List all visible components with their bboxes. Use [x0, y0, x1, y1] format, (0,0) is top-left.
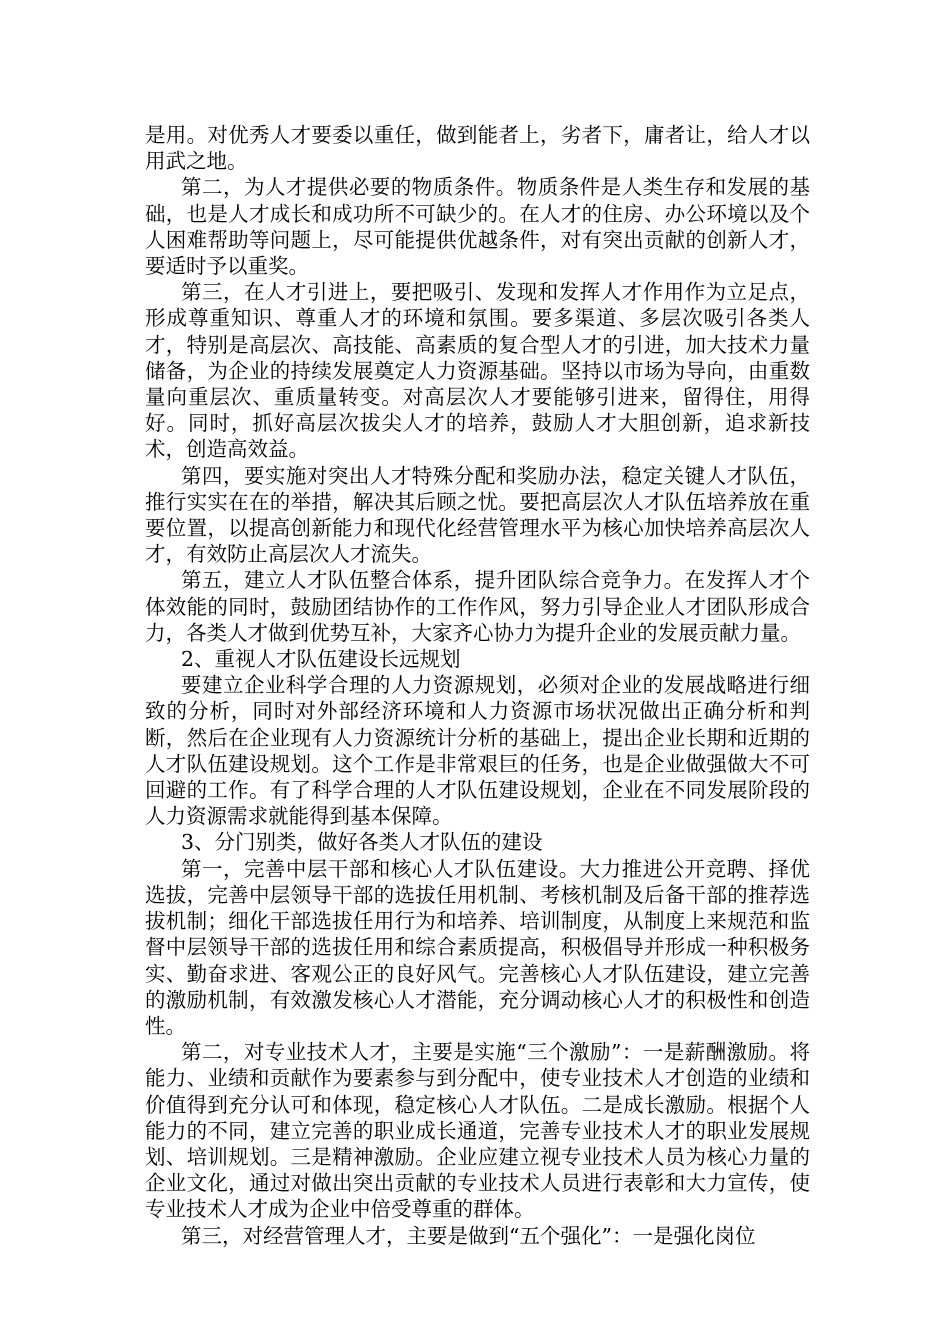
paragraph-middle-managers: 第一，完善中层干部和核心人才队伍建设。大力推进公开竞聘、择优选拔，完善中层领导干部的选拔任用机制、考核机制及后备干部的推荐选拔机制；细化干部选拔任用行为和培养、培训制度，从制度上来规范和监督中层领导干部的选拔任用和综合素质提高，积极倡导并形成一种积极务实、勤奋求进、客观公正的良好风气。完善核心人才队伍建设，建立完善的激励机制，有效激发核心人才潜能，充分调动核心人才的积极性和创造性。 [145, 856, 810, 1038]
paragraph-fifth-integration: 第五，建立人才队伍整合体系，提升团队综合竞争力。在发挥人才个体效能的同时，鼓励团结协作的工作作风，努力引导企业人才团队形成合力，各类人才做到优势互补，大家齐心协力为提升企业的发展贡献力量。 [145, 568, 810, 645]
section-heading-3: 3、分门别类，做好各类人才队伍的建设 [181, 830, 543, 855]
paragraph-long-term-planning: 要建立企业科学合理的人力资源规划，必须对企业的发展战略进行细致的分析，同时对外部经济环境和人力资源市场状况做出正确分析和判断，然后在企业现有人力资源统计分析的基础上，提出企业长期和近期的人才队伍建设规划。这个工作是非常艰巨的任务，也是企业做强做大不可回避的工作。有了科学合理的人才队伍建设规划，企业在不同发展阶段的人力资源需求就能得到基本保障。 [145, 673, 810, 829]
document-page [145, 122, 810, 1249]
paragraph-fourth-incentives: 第四，要实施对突出人才特殊分配和奖励办法，稳定关键人才队伍，推行实实在在的举措，解决其后顾之忧。要把高层次人才队伍培养放在重要位置，以提高创新能力和现代化经营管理水平为核心加快培养高层次人才，有效防止高层次人才流失。 [145, 463, 810, 567]
paragraph-third-recruitment: 第三，在人才引进上，要把吸引、发现和发挥人才作用作为立足点，形成尊重知识、尊重人才的环境和氛围。要多渠道、多层次吸引各类人才，特别是高层次、高技能、高素质的复合型人才的引进，加大技术力量储备，为企业的持续发展奠定人力资源基础。坚持以市场为导向，由重数量向重层次、重质量转变。对高层次人才要能够引进来，留得住，用得好。同时，抓好高层次拔尖人才的培养，鼓励人才大胆创新，追求新技术，创造高效益。 [145, 280, 810, 462]
paragraph-technical-talent: 第二，对专业技术人才，主要是实施“三个激励”：一是薪酬激励。将能力、业绩和贡献作为要素参与到分配中，使专业技术人才创造的业绩和价值得到充分认可和体现，稳定核心人才队伍。二是成长激励。根据个人能力的不同，建立完善的职业成长通道，完善专业技术人才的职业发展规划、培训规划。三是精神激励。企业应建立视专业技术人员为核心力量的企业文化，通过对做出突出贡献的专业技术人员进行表彰和大力宣传，使专业技术人才成为企业中倍受尊重的群体。 [145, 1040, 810, 1222]
paragraph-second-material: 第二，为人才提供必要的物质条件。物质条件是人类生存和发展的基础，也是人才成长和成功所不可缺少的。在人才的住房、办公环境以及个人困难帮助等问题上，尽可能提供优越条件，对有突出贡献的创新人才，要适时予以重奖。 [145, 175, 810, 279]
section-heading-2: 2、重视人才队伍建设长远规划 [181, 647, 461, 672]
paragraph-continuation: 是用。对优秀人才要委以重任，做到能者上，劣者下，庸者让，给人才以用武之地。 [145, 123, 810, 174]
paragraph-management-talent: 第三，对经营管理人才，主要是做到“五个强化”：一是强化岗位 [181, 1223, 756, 1248]
